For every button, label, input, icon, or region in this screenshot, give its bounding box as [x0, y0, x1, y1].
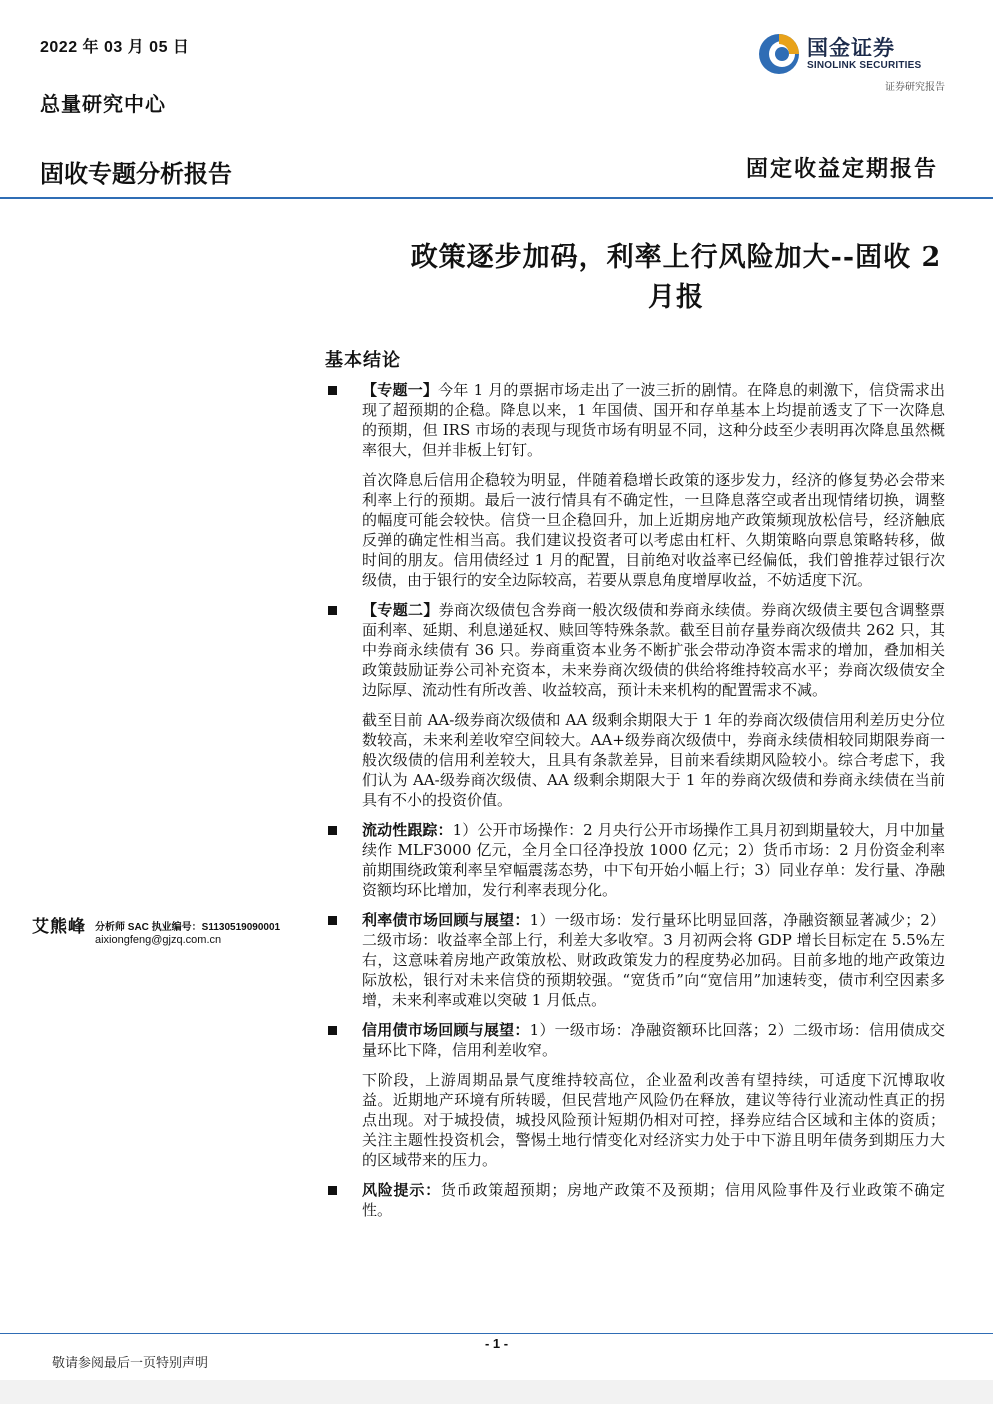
item-text: 1）一级市场：净融资额环比回落；2）二级市场：信用债成交量环比下降，信用利差收窄。	[362, 1021, 945, 1059]
report-title: 政策逐步加码，利率上行风险加大--固收 2 月报	[410, 242, 942, 313]
item-lead: 流动性跟踪：	[362, 821, 453, 839]
item-paragraph: 首次降息后信用企稳较为明显，伴随着稳增长政策的逐步发力，经济的修复势必会带来利率上行的预期。最后一波行情具有不确定性，一旦降息落空或者出现情绪切换，调整的幅度可能会较快。信贷一旦企稳回升，加上近期房地产政策频现放松信号，经济触底反弹的确定性相当高。我们建议投资者可以考虑由杠杆、久期策略向票息策略转移，做时间的朋友。信用债经过 1 月的配置，目前绝对收益率已经偏低，我们曾推荐过银行次级债，由于银行的安全边际较高，若要从票息角度增厚收益，不妨适度下沉。	[362, 471, 945, 589]
conclusion-list	[325, 380, 945, 1230]
logo-chinese-name: 国金证券	[807, 36, 895, 60]
conclusion-item	[325, 380, 945, 460]
conclusion-item	[325, 1180, 945, 1220]
item-paragraph: 下阶段，上游周期品景气度维持较高位，企业盈利改善有望持续，可适度下沉博取收益。近期地产环境有所转暖，但民营地产风险仍在释放，建议等待行业流动性真正的拐点出现。对于城投债，城投风险预计短期仍相对可控，择券应结合区域和主体的资质；关注主题性投资机会，警惕土地行情变化对经济实力处于中下游且明年债务到期压力大的区域带来的压力。	[362, 1071, 945, 1169]
square-bullet-icon	[328, 916, 337, 925]
square-bullet-icon	[328, 606, 337, 615]
item-paragraph: 截至目前 AA-级券商次级债和 AA 级剩余期限大于 1 年的券商次级债信用利差历史分位数较高，未来利差收窄空间较大。AA+级券商次级债中，券商永续债相较同期限券商一般次级债的信用利差较大，且具有条款差异，目前来看续期风险较小。综合考虑下，我们认为 AA-级券商次级债、AA 级剩余期限大于 1 年的券商次级债和券商永续债在当前具有不小的投资价值。	[362, 711, 945, 809]
conclusion-item	[325, 910, 945, 1010]
analyst-name: 艾熊峰	[32, 917, 86, 937]
item-text: 今年 1 月的票据市场走出了一波三折的剧情。在降息的刺激下，信贷需求出现了超预期的企稳。降息以来，1 年国债、国开和存单基本上均提前透支了下一次降息的预期，但 IRS 市场的表现与现货市场有明显不同，这种分歧至少表明再次降息虽然概率很大，但并非板上钉钉。	[362, 381, 945, 459]
item-text: 券商次级债包含券商一般次级债和券商永续债。券商次级债主要包含调整票面利率、延期、利息递延权、赎回等特殊条款。截至目前存量券商次级债共 262 只，其中券商永续债有 36 只。券商重资本业务不断扩张会带动净资本需求的增加，叠加相关政策鼓励证券公司补充资本，未来券商次级债的供给将维持较高水平；券商次级债安全边际厚、流动性有所改善、收益较高，预计未来机构的配置需求不减。	[362, 601, 945, 699]
conclusion-item	[325, 820, 945, 900]
analyst-registration: 分析师 SAC 执业编号：S1130519090001	[95, 922, 281, 933]
item-text: 货币政策超预期；房地产政策不及预期；信用风险事件及行业政策不确定性。	[362, 1181, 945, 1219]
analyst-email: aixiongfeng@gjzq.com.cn	[95, 934, 222, 946]
item-text: 1）公开市场操作：2 月央行公开市场操作工具月初到期量较大，月中加量续作 MLF3000 亿元，全月全口径净投放 1000 亿元；2）货币市场：2 月份资金利率前期围绕政策利率呈窄幅震荡态势，中下旬开始小幅上行；3）同业存单：发行量、净融资额均环比增加，发行利率表现分化。	[362, 821, 945, 899]
square-bullet-icon	[328, 1186, 337, 1195]
report-type: 固收专题分析报告	[40, 160, 232, 188]
item-lead: 【专题一】	[362, 381, 439, 399]
item-lead: 信用债市场回顾与展望：	[362, 1021, 530, 1039]
page-number: - 1 -	[484, 1336, 509, 1351]
item-lead: 风险提示：	[362, 1181, 441, 1199]
item-text: 1）一级市场：发行量环比明显回落，净融资额显著减少；2）二级市场：收益率全部上行，利差大多收窄。3 月初两会将 GDP 增长目标定在 5.5%左右，这意味着房地产政策放松、财政政策发力的程度势必加码。目前多地的地产政策边际放松，银行对未来信贷的预期较强。“宽货币”向“宽信用”加速转变，债市利空因素多增，未来利率或难以突破 1 月低点。	[362, 911, 945, 1009]
conclusion-item	[325, 1020, 945, 1060]
conclusion-item	[325, 600, 945, 700]
section-heading: 基本结论	[325, 350, 401, 371]
item-lead: 利率债市场回顾与展望：	[362, 911, 530, 929]
page-bottom-band	[0, 1380, 993, 1404]
report-category: 固定收益定期报告	[745, 156, 938, 182]
square-bullet-icon	[328, 386, 337, 395]
company-logo	[757, 30, 947, 78]
logo-english-name: SINOLINK SECURITIES	[807, 60, 922, 71]
sinolink-logo-icon	[757, 32, 801, 76]
logo-subtitle: 证券研究报告	[885, 82, 945, 93]
square-bullet-icon	[328, 826, 337, 835]
item-lead: 【专题二】	[362, 601, 439, 619]
footer-divider	[0, 1333, 993, 1334]
disclaimer-note: 敬请参阅最后一页特别声明	[52, 1356, 209, 1371]
report-date: 2022 年 03 月 05 日	[40, 39, 190, 56]
research-department: 总量研究中心	[40, 92, 166, 116]
header-divider	[0, 197, 993, 199]
square-bullet-icon	[328, 1026, 337, 1035]
